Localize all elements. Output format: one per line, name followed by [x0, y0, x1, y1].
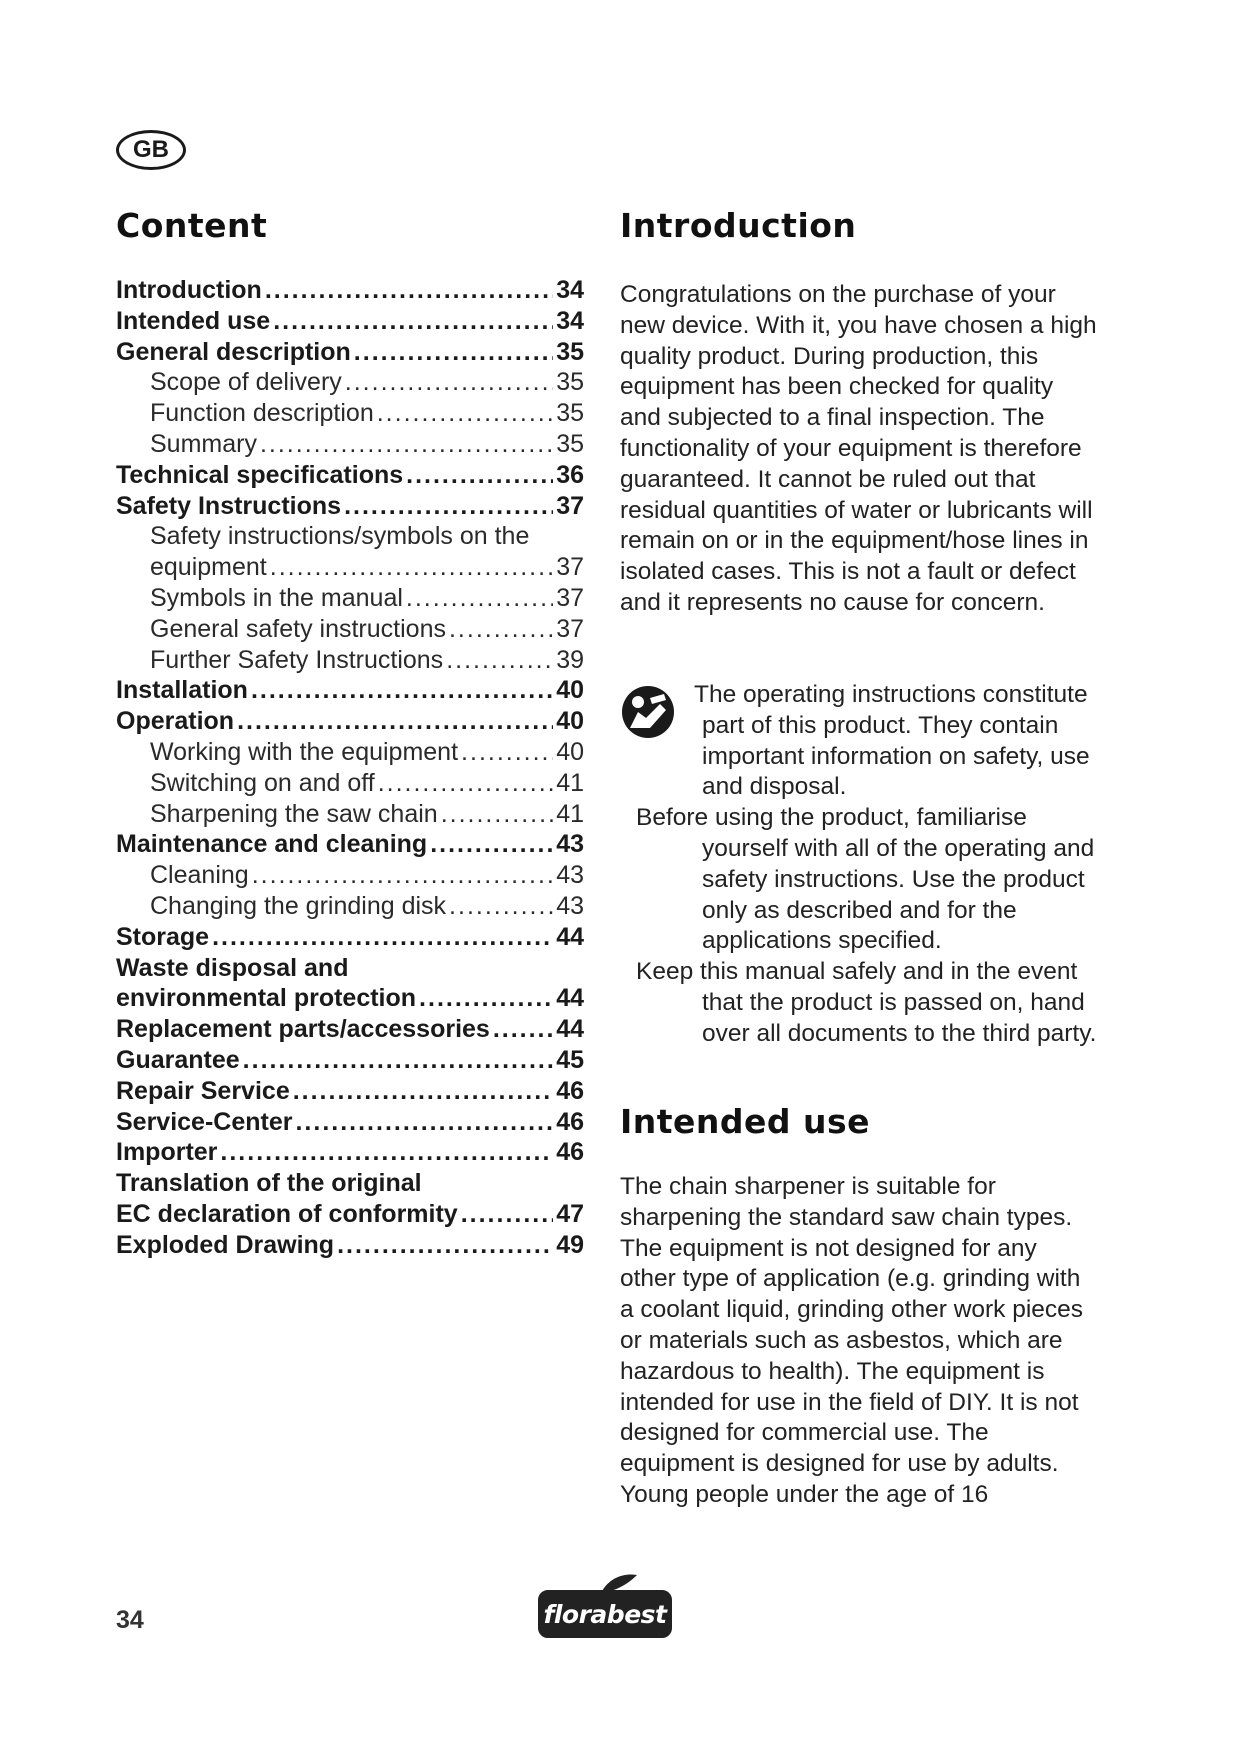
- toc-leader-dots: [430, 830, 553, 859]
- toc-entry-page: 36: [556, 460, 584, 489]
- toc-entry[interactable]: [116, 430, 584, 461]
- notice-paragraph-2: Before using the product, familiarise yourself with all of the operating and safety instructions. Use the product only as described and for the applications specified.: [636, 804, 1095, 955]
- toc-entry[interactable]: [116, 522, 584, 553]
- toc-leader-dots: [441, 800, 553, 829]
- toc-entry[interactable]: [116, 307, 584, 338]
- toc-entry-page: 46: [556, 1107, 584, 1136]
- toc-leader-dots: [449, 615, 553, 644]
- toc-entry-page: 47: [556, 1199, 584, 1228]
- toc-entry-page: 44: [556, 922, 584, 951]
- toc-entry-label: environmental protection: [116, 984, 417, 1013]
- toc-entry-page: 41: [556, 768, 584, 797]
- toc-leader-dots: [273, 307, 553, 336]
- toc-entry-label: Further Safety Instructions: [150, 645, 444, 674]
- toc-entry[interactable]: [116, 707, 584, 738]
- manual-notice: [620, 680, 1098, 1050]
- toc-entry-label: Translation of the original: [116, 1169, 422, 1198]
- toc-leader-dots: [354, 338, 553, 367]
- toc-entry-label: Symbols in the manual: [150, 583, 403, 612]
- toc-leader-dots: [446, 646, 553, 675]
- toc-entry-page: 46: [556, 1076, 584, 1105]
- toc-entry[interactable]: [116, 1138, 584, 1169]
- intended-use-paragraph: The chain sharpener is suitable for sharpening the standard saw chain types. The equipment is not designed for any other type of application (e.g. grinding with a coolant liquid, grinding other work pieces or materials such as asbestos, which are hazardous to health). The equipment is intended for use in the field of DIY. It is not designed for commercial use. The equipment is designed for use by adults. Young people under the age of 16: [620, 1173, 1084, 1508]
- toc-leader-dots: [220, 1138, 553, 1167]
- notice-paragraph-3: Keep this manual safely and in the event that the product is passed on, hand over all documents to the third party.: [636, 958, 1097, 1047]
- toc-entry[interactable]: [116, 769, 584, 800]
- toc-entry-page: 43: [556, 830, 584, 859]
- toc-entry[interactable]: [116, 615, 584, 646]
- toc-entry-page: 46: [556, 1138, 584, 1167]
- toc-leader-dots: [265, 276, 553, 305]
- toc-entry[interactable]: [116, 399, 584, 430]
- toc-entry[interactable]: [116, 1015, 584, 1046]
- toc-entry[interactable]: [116, 1231, 584, 1262]
- toc-entry-page: 35: [556, 368, 584, 397]
- country-badge: GB: [116, 130, 186, 170]
- toc-entry-label: Introduction: [116, 276, 262, 304]
- toc-leader-dots: [344, 492, 553, 521]
- toc-entry-label: Switching on and off: [150, 768, 375, 797]
- toc-entry-label: Waste disposal and: [116, 953, 349, 982]
- toc-entry-page: 34: [556, 306, 584, 335]
- toc-entry-label: Safety Instructions: [116, 491, 342, 520]
- toc-entry-page: 40: [556, 737, 584, 766]
- toc-entry-page: 45: [556, 1045, 584, 1074]
- toc-entry-page: 37: [556, 614, 584, 643]
- introduction-paragraph: Congratulations on the purchase of your new device. With it, you have chosen a high quality product. During production, this equipment has been checked for quality and subjected to a final inspection. The functionality of your equipment is therefore guaranteed. It cannot be ruled out that residual quantities of water or lubricants will remain on or in the equipment/hose lines in isolated cases. This is not a fault or defect and it represents no cause for concern.: [620, 281, 1097, 616]
- toc-entry-label: Scope of delivery: [150, 368, 342, 397]
- read-manual-icon: [620, 684, 676, 740]
- toc-leader-dots: [212, 923, 553, 952]
- toc-entry-label: Storage: [116, 922, 210, 951]
- introduction-heading: Introduction: [620, 206, 857, 245]
- toc-entry[interactable]: [116, 892, 584, 923]
- toc-entry-page: 35: [556, 429, 584, 458]
- toc-entry-label: Working with the equipment: [150, 737, 459, 766]
- toc-entry-page: 35: [556, 337, 584, 366]
- toc-entry-label: Cleaning: [150, 861, 249, 890]
- toc-leader-dots: [406, 584, 553, 613]
- toc-leader-dots: [237, 707, 553, 736]
- toc-entry-label: Installation: [116, 676, 248, 705]
- toc-leader-dots: [493, 1015, 553, 1044]
- toc-entry-label: Exploded Drawing: [116, 1230, 335, 1259]
- toc-entry-page: 40: [556, 676, 584, 705]
- toc-entry-page: 37: [556, 583, 584, 612]
- toc-entry[interactable]: [116, 800, 584, 831]
- toc-entry[interactable]: [116, 1077, 584, 1108]
- toc-entry[interactable]: [116, 1046, 584, 1077]
- toc-entry[interactable]: [116, 1169, 584, 1200]
- toc-entry-page: 43: [556, 861, 584, 890]
- toc-leader-dots: [419, 984, 553, 1013]
- toc-entry[interactable]: [116, 492, 584, 523]
- toc-entry[interactable]: [116, 461, 584, 492]
- toc-entry-label: Safety instructions/symbols on the: [150, 522, 530, 551]
- toc-leader-dots: [377, 399, 553, 428]
- toc-entry[interactable]: [116, 368, 584, 399]
- toc-entry[interactable]: [116, 861, 584, 892]
- toc-entry-label: Function description: [150, 399, 374, 428]
- toc-leader-dots: [461, 738, 553, 767]
- toc-entry-label: Guarantee: [116, 1045, 240, 1074]
- toc-entry-page: 40: [556, 707, 584, 736]
- toc-entry[interactable]: [116, 646, 584, 677]
- toc-entry[interactable]: [116, 830, 584, 861]
- toc-entry[interactable]: [116, 676, 584, 707]
- toc-entry-label: Replacement parts/accessories: [116, 1015, 490, 1044]
- page-number: 34: [116, 1606, 144, 1634]
- toc-leader-dots: [252, 861, 554, 890]
- toc-entry-label: Operation: [116, 707, 235, 736]
- toc-entry[interactable]: [116, 984, 584, 1015]
- toc-entry-page: 41: [556, 799, 584, 828]
- toc-entry-label: Technical specifications: [116, 460, 404, 489]
- toc-entry[interactable]: [116, 1108, 584, 1139]
- toc-entry-page: 34: [556, 276, 584, 304]
- toc-entry-page: 39: [556, 645, 584, 674]
- toc-leader-dots: [345, 368, 553, 397]
- toc-entry[interactable]: [116, 954, 584, 985]
- toc-entry[interactable]: [116, 1200, 584, 1231]
- toc-entry-label: equipment: [150, 553, 267, 582]
- leaf-icon: [599, 1573, 639, 1595]
- toc-entry-label: General safety instructions: [150, 614, 446, 643]
- toc-entry[interactable]: [116, 738, 584, 769]
- toc-entry[interactable]: [116, 338, 584, 369]
- toc-entry-page: 37: [556, 491, 584, 520]
- toc-entry[interactable]: [116, 923, 584, 954]
- toc-entry-page: 37: [556, 553, 584, 582]
- toc-entry-label: Changing the grinding disk: [150, 891, 447, 920]
- florabest-logo: [538, 1590, 672, 1638]
- logo-text: florabest: [543, 1599, 667, 1629]
- content-heading: Content: [116, 206, 268, 245]
- toc-leader-dots: [406, 461, 553, 490]
- toc-entry-page: 44: [556, 984, 584, 1013]
- toc-entry[interactable]: [116, 584, 584, 615]
- toc-leader-dots: [243, 1046, 554, 1075]
- toc-entry-label: Intended use: [116, 306, 271, 335]
- toc-leader-dots: [270, 553, 553, 582]
- toc-entry-page: 49: [556, 1230, 584, 1259]
- toc-leader-dots: [378, 769, 553, 798]
- table-of-contents: [116, 276, 584, 1262]
- toc-leader-dots: [293, 1077, 553, 1106]
- toc-leader-dots: [251, 676, 553, 705]
- toc-leader-dots: [461, 1200, 553, 1229]
- toc-entry-label: Repair Service: [116, 1076, 290, 1105]
- toc-entry-label: Service-Center: [116, 1107, 293, 1136]
- toc-entry-label: Maintenance and cleaning: [116, 830, 428, 859]
- intended-use-heading: Intended use: [620, 1102, 871, 1141]
- toc-entry-label: EC declaration of conformity: [116, 1199, 458, 1228]
- toc-entry-label: Sharpening the saw chain: [150, 799, 438, 828]
- toc-entry-page: 35: [556, 399, 584, 428]
- toc-entry-label: Summary: [150, 429, 257, 458]
- toc-entry-page: 43: [556, 891, 584, 920]
- toc-leader-dots: [337, 1231, 553, 1260]
- notice-paragraph-1: The operating instructions constitute part of this product. They contain important information on safety, use and disposal.: [694, 681, 1090, 801]
- toc-entry-page: 44: [556, 1015, 584, 1044]
- toc-entry[interactable]: [116, 276, 584, 307]
- toc-leader-dots: [260, 430, 553, 459]
- toc-entry-label: Importer: [116, 1138, 218, 1167]
- toc-entry[interactable]: [116, 553, 584, 584]
- toc-entry-label: General description: [116, 337, 351, 366]
- toc-leader-dots: [449, 892, 553, 921]
- toc-leader-dots: [295, 1108, 553, 1137]
